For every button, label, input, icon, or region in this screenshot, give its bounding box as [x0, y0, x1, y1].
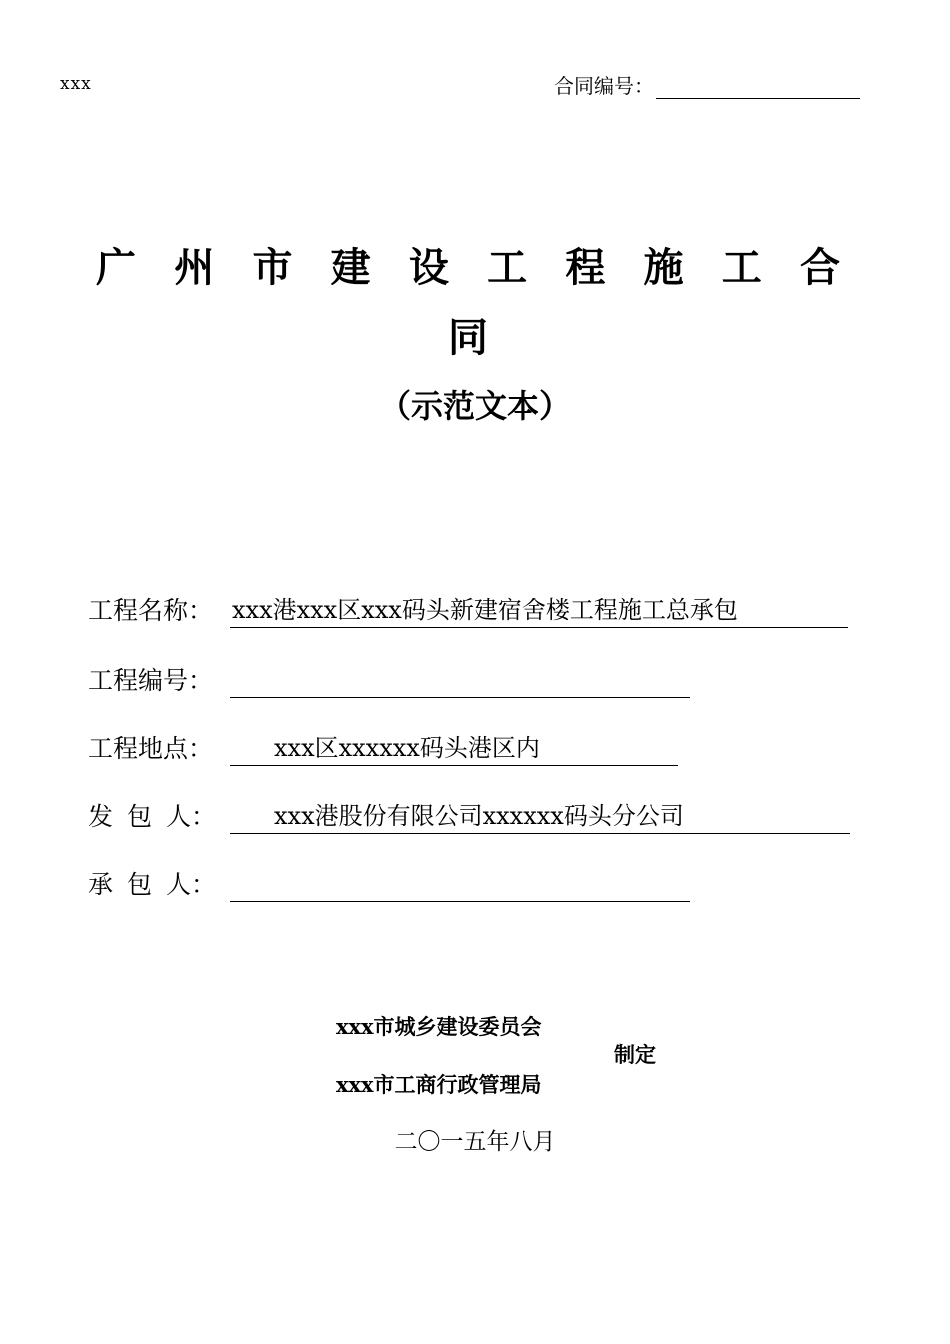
title-char: 市: [252, 245, 293, 291]
made-label: 制定: [614, 1043, 656, 1067]
contractor-label-char: 人：: [165, 870, 216, 899]
project-location-label: 工程地点：: [88, 734, 214, 763]
project-no-value[interactable]: [230, 697, 690, 698]
issue-date: 二〇一五年八月: [394, 1129, 556, 1155]
employer-label-char: 人：: [165, 802, 216, 831]
project-name-label: 工程名称：: [88, 596, 214, 625]
field-employer: [88, 800, 850, 834]
subtitle: （示范文本）: [378, 387, 571, 425]
title-char: 广: [96, 245, 136, 291]
title-char: 建: [330, 245, 371, 291]
employer-label: [88, 800, 230, 834]
contract-number: [554, 70, 860, 99]
title-char: 工: [487, 245, 528, 291]
field-project-name: [88, 594, 848, 628]
contractor-value[interactable]: [230, 901, 690, 902]
title-char: 施: [643, 245, 684, 291]
title-char: 设: [408, 245, 449, 291]
title-char: 州: [174, 245, 215, 291]
field-project-no: [88, 664, 690, 698]
employer-label-char: 发: [88, 802, 114, 831]
field-project-location: [88, 732, 678, 766]
contractor-label-char: 承: [88, 870, 114, 899]
issuer-construction-committee: xxx市城乡建设委员会: [336, 1014, 542, 1039]
contractor-label: [88, 868, 230, 902]
employer-label-char: 包: [126, 802, 152, 831]
header-left-text: xxx: [60, 74, 92, 94]
project-no-label: 工程编号：: [88, 666, 214, 695]
title-char: 合: [799, 245, 840, 291]
title-line-1: [96, 238, 840, 298]
title-char: 程: [565, 245, 606, 291]
title-char: 工: [721, 245, 762, 291]
issuer-industry-commerce-bureau: xxx市工商行政管理局: [336, 1072, 542, 1097]
contract-number-label: 合同编号：: [554, 74, 654, 98]
project-name-value[interactable]: xxx港xxx区xxx码头新建宿舍楼工程施工总承包: [230, 593, 848, 628]
contract-number-blank[interactable]: [656, 76, 860, 99]
field-contractor: [88, 868, 690, 902]
document-title: [96, 238, 840, 368]
contractor-label-char: 包: [126, 870, 152, 899]
title-line-2: 同: [448, 315, 488, 361]
project-location-value[interactable]: xxx区xxxxxx码头港区内: [230, 731, 678, 766]
employer-value[interactable]: xxx港股份有限公司xxxxxx码头分公司: [230, 799, 850, 834]
